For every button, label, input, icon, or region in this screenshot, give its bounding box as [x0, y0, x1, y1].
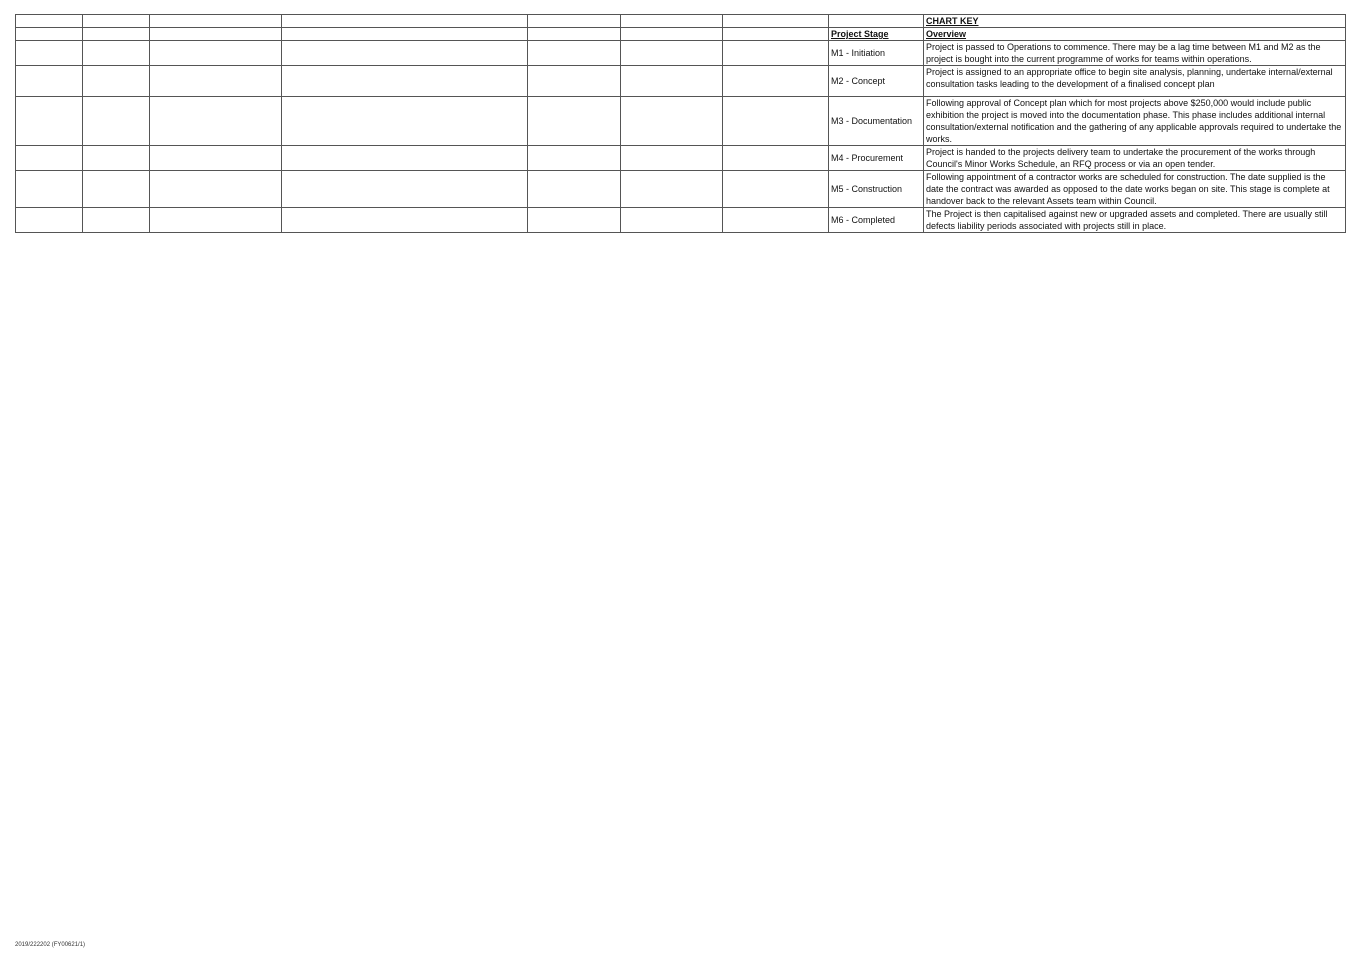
overview-cell: Project is passed to Operations to commence. There may be a lag time between M1 and M2 as the project is bought into the current programme of works for teams within operations.: [924, 41, 1346, 66]
empty-cell: [150, 146, 282, 171]
empty-cell: [528, 208, 621, 233]
empty-cell: [723, 97, 829, 146]
stage-cell: M1 - Initiation: [829, 41, 924, 66]
empty-cell: [621, 171, 723, 208]
stage-cell: M3 - Documentation: [829, 97, 924, 146]
empty-cell: [528, 146, 621, 171]
empty-cell: [83, 66, 150, 97]
empty-cell: [83, 171, 150, 208]
stage-cell: M6 - Completed: [829, 208, 924, 233]
empty-cell: [83, 208, 150, 233]
empty-cell: [83, 97, 150, 146]
table-row: [16, 171, 1346, 208]
empty-cell: [528, 66, 621, 97]
empty-cell: [83, 15, 150, 28]
empty-cell: [282, 41, 528, 66]
overview-cell: Following appointment of a contractor works are scheduled for construction. The date supplied is the date the contract was awarded as opposed to the date works began on site. This stage is complete at handover back to the relevant Assets team within Council.: [924, 171, 1346, 208]
overview-header: Overview: [924, 28, 1346, 41]
empty-cell: [723, 15, 829, 28]
empty-cell: [621, 15, 723, 28]
empty-cell: [150, 15, 282, 28]
table-row: [16, 15, 1346, 28]
empty-cell: [16, 146, 83, 171]
empty-cell: [621, 97, 723, 146]
empty-cell: [16, 97, 83, 146]
empty-cell: [621, 208, 723, 233]
empty-cell: [16, 171, 83, 208]
empty-cell: [528, 41, 621, 66]
empty-cell: [528, 171, 621, 208]
empty-cell: [150, 97, 282, 146]
empty-cell: [621, 66, 723, 97]
empty-cell: [528, 28, 621, 41]
empty-cell: [150, 66, 282, 97]
empty-cell: [16, 41, 83, 66]
empty-cell: [282, 208, 528, 233]
project-stage-header: Project Stage: [829, 28, 924, 41]
empty-cell: [621, 28, 723, 41]
empty-cell: [621, 41, 723, 66]
empty-cell: [723, 171, 829, 208]
empty-cell: [829, 15, 924, 28]
empty-cell: [83, 41, 150, 66]
overview-cell: Following approval of Concept plan which for most projects above $250,000 would include public exhibition the project is moved into the documentation phase. This phase includes additional internal consultation/external notification and the gathering of any applicable approvals required to undertake the works.: [924, 97, 1346, 146]
empty-cell: [723, 146, 829, 171]
table-row: [16, 208, 1346, 233]
empty-cell: [282, 66, 528, 97]
empty-cell: [282, 97, 528, 146]
empty-cell: [83, 146, 150, 171]
document-reference: 2019/222202 (FY00621/1): [15, 942, 86, 948]
overview-cell: The Project is then capitalised against new or upgraded assets and completed. There are usually still defects liability periods associated with projects still in place.: [924, 208, 1346, 233]
empty-cell: [282, 146, 528, 171]
empty-cell: [16, 66, 83, 97]
empty-cell: [282, 28, 528, 41]
overview-cell: Project is assigned to an appropriate office to begin site analysis, planning, undertake internal/external consultation tasks leading to the development of a finalised concept plan: [924, 66, 1346, 97]
empty-cell: [528, 15, 621, 28]
empty-cell: [621, 146, 723, 171]
empty-cell: [83, 28, 150, 41]
empty-cell: [723, 208, 829, 233]
chart-key-title: CHART KEY: [924, 15, 1346, 28]
empty-cell: [723, 41, 829, 66]
empty-cell: [150, 41, 282, 66]
empty-cell: [723, 66, 829, 97]
table-row: [16, 41, 1346, 66]
stage-cell: M4 - Procurement: [829, 146, 924, 171]
empty-cell: [16, 208, 83, 233]
table-row: [16, 66, 1346, 97]
table-row: [16, 97, 1346, 146]
stage-cell: M5 - Construction: [829, 171, 924, 208]
empty-cell: [16, 15, 83, 28]
empty-cell: [16, 28, 83, 41]
chart-key-table: [15, 14, 1346, 233]
empty-cell: [150, 208, 282, 233]
table-row: [16, 146, 1346, 171]
empty-cell: [723, 28, 829, 41]
empty-cell: [282, 15, 528, 28]
table-row: [16, 28, 1346, 41]
empty-cell: [150, 28, 282, 41]
stage-cell: M2 - Concept: [829, 66, 924, 97]
overview-cell: Project is handed to the projects delivery team to undertake the procurement of the works through Council's Minor Works Schedule, an RFQ process or via an open tender.: [924, 146, 1346, 171]
empty-cell: [528, 97, 621, 146]
empty-cell: [150, 171, 282, 208]
empty-cell: [282, 171, 528, 208]
